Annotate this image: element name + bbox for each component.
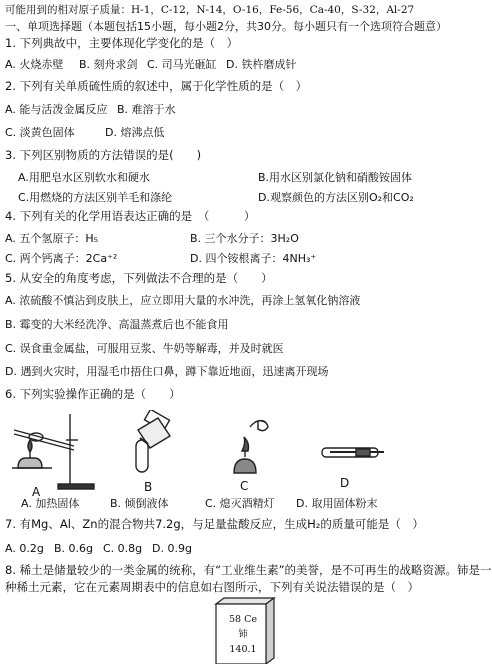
element-number: 58 (228, 614, 242, 625)
atomic-mass-line: 可能用到的相对原子质量：H-1，C-12，N-14，O-16，Fe-56，Ca-40，S-32，Al-27 (5, 4, 415, 16)
pouring-liquid-figure (128, 410, 178, 478)
q2-stem: 2. 下列有关单质硫性质的叙述中，属于化学性质的是（ ） (5, 79, 308, 93)
element-symbol: Ce (244, 614, 258, 625)
q4-stem: 4. 下列有关的化学用语表达正确的是 （ ） (5, 209, 256, 223)
q2-option-d: D. 熔沸点低 (105, 126, 165, 139)
fig-letter-d: D (340, 476, 350, 490)
q2-option-c: C. 淡黄色固体 (5, 126, 75, 139)
q3-option-c: C.用燃烧的方法区别羊毛和涤纶 (18, 191, 173, 204)
q6-option-a: A. 加热固体 (21, 497, 80, 510)
q8-stem-line2: 种稀土元素，它在元素周期表中的信息如右图所示，下列有关说法错误的是（ ） (5, 580, 419, 594)
q4-option-d: D. 四个铵根离子：4NH₃⁺ (190, 252, 317, 265)
q6-option-d: D. 取用固体粉末 (296, 497, 378, 510)
q7-option-b: B. 0.6g (54, 542, 94, 555)
q1-option-d: D. 铁杵磨成针 (226, 58, 297, 71)
q4-option-c: C. 两个钙离子：2Ca⁺² (5, 252, 118, 265)
q2-option-b: B. 难溶于水 (117, 103, 176, 116)
q7-option-a: A. 0.2g (5, 542, 44, 555)
fig-letter-c: C (240, 479, 249, 493)
fig-letter-b: B (144, 480, 153, 494)
q8-stem-line1: 8. 稀土是储量较少的一类金属的统称，有“工业维生素”的美誉，是不可再生的战略资源。铈是一 (5, 563, 492, 577)
q5-option-c: C. 误食重金属盐，可服用豆浆、牛奶等解毒，并及时就医 (5, 342, 284, 355)
element-name: 铈 (238, 629, 248, 640)
q7-stem: 7. 有Mg、Al、Zn的混合物共7.2g，与足量盐酸反应，生成H₂的质量可能是（ ） (5, 517, 424, 531)
q7-option-d: D. 0.9g (152, 542, 192, 555)
q5-option-a: A. 浓硫酸不慎沾到皮肤上，应立即用大量的水冲洗，再涂上氢氧化钠溶液 (5, 294, 361, 307)
q2-option-a: A. 能与活泼金属反应 (5, 103, 108, 116)
q1-option-b: B. 刻舟求剑 (79, 58, 138, 71)
q3-option-d: D.观察颜色的方法区别O₂和CO₂ (258, 191, 414, 204)
q6-option-c: C. 熄灭酒精灯 (205, 497, 275, 510)
q4-option-b: B. 三个水分子：3H₂O (190, 232, 299, 245)
q7-option-c: C. 0.8g (103, 542, 143, 555)
q5-option-b: B. 霉变的大米经洗净、高温蒸煮后也不能食用 (5, 318, 229, 331)
q1-stem: 1. 下列典故中，主要体现化学变化的是（ ） (5, 36, 239, 50)
q4-option-a: A. 五个氢原子：H₅ (5, 232, 99, 245)
section-title: 一、单项选择题（本题包括15小题，每小题2分，共30分。每小题只有一个选项符合题意） (5, 20, 447, 33)
q1-option-c: C. 司马光砸缸 (147, 58, 217, 71)
element-number-symbol (222, 615, 264, 625)
q6-option-b: B. 倾倒液体 (110, 497, 169, 510)
extinguish-lamp-figure (228, 415, 278, 477)
solid-powder-figure (320, 440, 390, 464)
fig-letter-a: A (32, 485, 41, 499)
q6-stem: 6. 下列实验操作正确的是（ ） (5, 387, 181, 401)
q5-stem: 5. 从安全的角度考虑，下列做法不合理的是（ ） (5, 271, 273, 285)
q5-option-d: D. 遇到火灾时，用湿毛巾捂住口鼻，蹲下靠近地面，迅速离开现场 (5, 365, 329, 378)
q3-option-b: B.用水区别氯化钠和硝酸铵固体 (258, 171, 413, 184)
heating-solid-figure (8, 410, 98, 492)
q1-option-a: A. 火烧赤壁 (5, 58, 64, 71)
q3-stem: 3. 下列区别物质的方法错误的是( ) (5, 148, 202, 162)
q3-option-a: A.用肥皂水区别软水和硬水 (18, 171, 150, 184)
element-mass: 140.1 (229, 644, 257, 655)
